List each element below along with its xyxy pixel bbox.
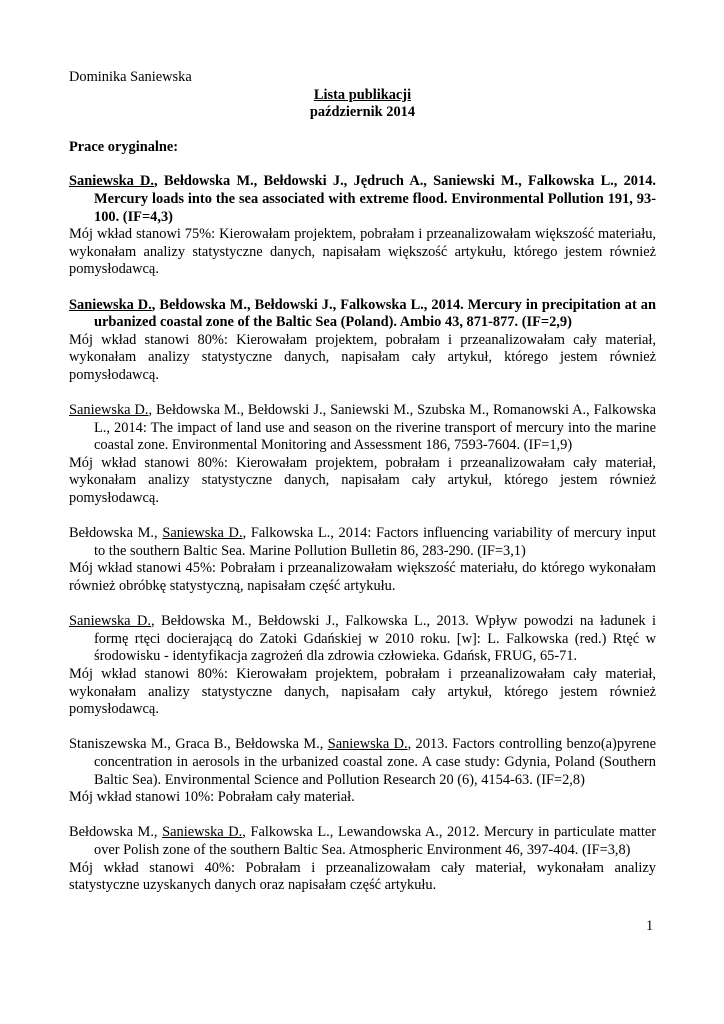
contribution-statement: Mój wkład stanowi 80%: Kierowałam projektem, pobrałam i przeanalizowałam cały materiał, wykonałam analizy statystyczne danych, napisałam cały artykuł, którego jestem również pomysłodawcą. bbox=[69, 331, 656, 383]
citation bbox=[69, 613, 656, 666]
citation-author-highlight: Saniewska D. bbox=[69, 173, 155, 190]
publication-entry bbox=[69, 525, 656, 595]
publication-entry bbox=[69, 173, 656, 279]
title-block bbox=[69, 87, 656, 122]
publication-entry bbox=[69, 402, 656, 508]
author-name: Dominika Saniewska bbox=[69, 69, 192, 85]
citation-coauthors-before: Bełdowska M., bbox=[69, 824, 163, 841]
publication-entry bbox=[69, 613, 656, 719]
contribution-statement: Mój wkład stanowi 75%: Kierowałam projektem, pobrałam i przeanalizowałam większość materiału, wykonałam analizy statystyczne danych, napisałam większość artykułu, którego jestem również pomysłodawcą. bbox=[69, 226, 656, 278]
contribution-statement: Mój wkład stanowi 45%: Pobrałam i przeanalizowałam większość materiału, do którego wykonałam również obróbkę statystyczną, napisałam część artykułu. bbox=[69, 560, 656, 595]
citation-details: , Bełdowska M., Bełdowski J., Falkowska L., 2013. Wpływ powodzi na ładunek i formę rtęci docierającą do Zatoki Gdańskiej w 2010 roku. [w]: L. Falkowska (red.) Rtęć w środowisku - identyfikacja zagrożeń dla zdrowia człowieka. Gdańsk, FRUG, 65-71. bbox=[94, 613, 656, 665]
citation-details: , Falkowska L., Lewandowska A., 2012. Mercury in particulate matter over Polish zone of the southern Baltic Sea. Atmospheric Environment 46, 397-404. (IF=3,8) bbox=[94, 824, 657, 858]
citation bbox=[69, 525, 656, 560]
citation-author-highlight: Saniewska D. bbox=[327, 736, 408, 753]
citation bbox=[69, 824, 656, 859]
contribution-statement: Mój wkład stanowi 80%: Kierowałam projektem, pobrałam i przeanalizowałam cały materiał, wykonałam analizy statystyczne danych, napisałam cały artykuł, którego jestem również pomysłodawcą. bbox=[69, 666, 656, 718]
citation-details: , Falkowska L., 2014: Factors influencing variability of mercury input to the southern Baltic Sea. Marine Pollution Bulletin 86, 283-290. (IF=3,1) bbox=[94, 525, 657, 559]
citation-details: , Bełdowska M., Bełdowski J., Saniewski M., Szubska M., Romanowski A., Falkowska L., 2014: The impact of land use and season on the riverine transport of mercury into the marine coastal zone. Environmental Monitoring and Assessment 186, 7593-7604. (IF=1,9) bbox=[94, 402, 656, 454]
citation-author-highlight: Saniewska D. bbox=[69, 613, 152, 630]
citation-coauthors-before: Bełdowska M., bbox=[69, 525, 163, 542]
contribution-statement: Mój wkład stanowi 40%: Pobrałam i przeanalizowałam cały materiał, wykonałam analizy statystyczne uzyskanych danych oraz napisałam część artykułu. bbox=[69, 859, 656, 894]
contribution-statement: Mój wkład stanowi 80%: Kierowałam projektem, pobrałam i przeanalizowałam cały materiał, wykonałam analizy statystyczne danych, napisałam cały artykuł, którego jestem również pomysłodawcą. bbox=[69, 454, 656, 507]
citation-details: , 2013. Factors controlling benzo(a)pyrene concentration in aerosols in the urbanized coastal zone. A case study: Gdynia, Poland (Southern Baltic Sea). Environmental Science and Pollution Research 20 (6), 4154-63. (IF=2,8) bbox=[94, 736, 656, 788]
document-date: październik 2014 bbox=[309, 104, 416, 121]
contribution-statement: Mój wkład stanowi 10%: Pobrałam cały materiał. bbox=[69, 789, 355, 806]
citation-author-highlight: Saniewska D. bbox=[69, 296, 152, 313]
citation bbox=[69, 402, 656, 455]
citation-author-highlight: Saniewska D. bbox=[162, 824, 243, 841]
publication-entry bbox=[69, 297, 656, 385]
citation bbox=[69, 173, 656, 226]
publication-list bbox=[69, 173, 656, 894]
publication-entry bbox=[69, 736, 656, 806]
citation-coauthors-before: Staniszewska M., Graca B., Bełdowska M., bbox=[69, 736, 328, 753]
citation-details: , Bełdowska M., Bełdowski J., Falkowska L., 2014. Mercury in precipitation at an urbanized coastal zone of the Baltic Sea (Poland). Ambio 43, 871-877. (IF=2,9) bbox=[94, 296, 656, 331]
citation bbox=[69, 736, 656, 789]
citation-details: , Bełdowska M., Bełdowski J., Jędruch A., Saniewski M., Falkowska L., 2014. Mercury loads into the sea associated with extreme flood. Environmental Pollution 191, 93-100. (IF=4,3) bbox=[94, 173, 656, 225]
section-heading: Prace oryginalne: bbox=[69, 138, 179, 155]
document-title: Lista publikacji bbox=[313, 86, 412, 103]
publication-entry bbox=[69, 824, 656, 894]
citation-author-highlight: Saniewska D. bbox=[162, 525, 243, 542]
citation-author-highlight: Saniewska D. bbox=[69, 402, 149, 419]
page-number: 1 bbox=[646, 918, 654, 934]
citation bbox=[69, 297, 656, 332]
document-page bbox=[69, 69, 656, 912]
